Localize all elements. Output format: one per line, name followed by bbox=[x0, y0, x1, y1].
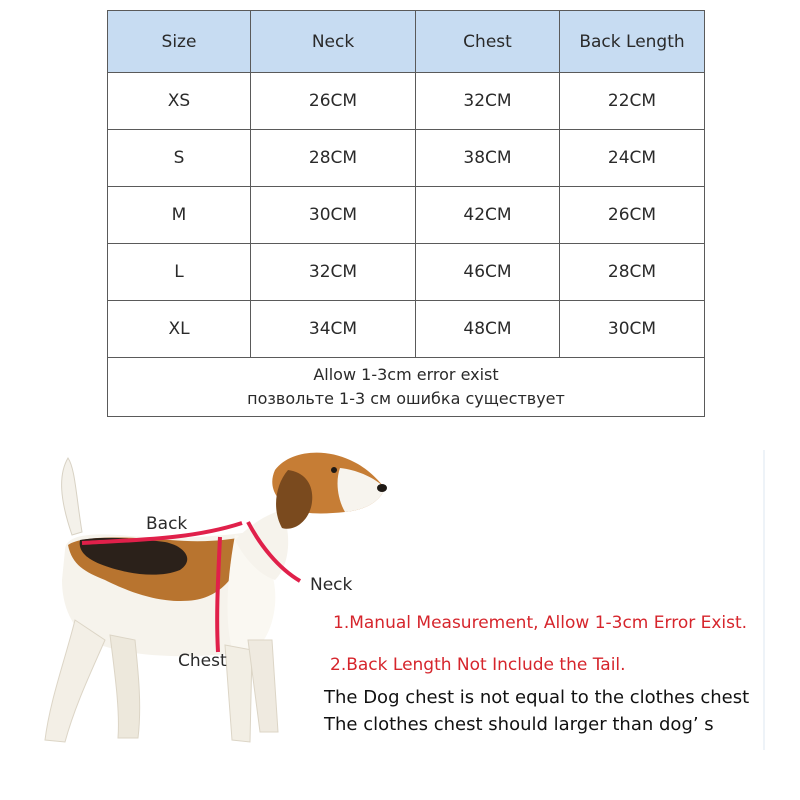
chest-cell: 48CM bbox=[416, 301, 560, 358]
neck-cell: 34CM bbox=[251, 301, 416, 358]
back-length-cell: 30CM bbox=[560, 301, 705, 358]
table-header-row bbox=[108, 11, 705, 73]
neck-cell: 32CM bbox=[251, 244, 416, 301]
chest-cell: 42CM bbox=[416, 187, 560, 244]
header-neck: Neck bbox=[251, 11, 416, 73]
instruction-1: 1.Manual Measurement, Allow 1-3cm Error Exist. bbox=[333, 613, 748, 633]
label-chest: Chest bbox=[178, 651, 227, 671]
back-length-cell: 26CM bbox=[560, 187, 705, 244]
header-size: Size bbox=[108, 11, 251, 73]
back-length-cell: 24CM bbox=[560, 130, 705, 187]
back-length-cell: 22CM bbox=[560, 73, 705, 130]
table-row bbox=[108, 187, 705, 244]
table-row bbox=[108, 73, 705, 130]
chest-cell: 38CM bbox=[416, 130, 560, 187]
dog-back-leg-left bbox=[45, 620, 105, 742]
table-note-row bbox=[108, 358, 705, 417]
neck-cell: 28CM bbox=[251, 130, 416, 187]
dog-nose bbox=[377, 484, 387, 492]
instruction-4: The clothes chest should larger than dog’ s bbox=[324, 714, 714, 735]
size-cell: XS bbox=[108, 73, 251, 130]
size-chart-table bbox=[107, 10, 705, 417]
note-english: Allow 1-3cm error exist bbox=[313, 365, 499, 384]
dog-front-leg-right bbox=[248, 640, 278, 732]
size-cell: M bbox=[108, 187, 251, 244]
table-row bbox=[108, 130, 705, 187]
header-chest: Chest bbox=[416, 11, 560, 73]
size-cell: S bbox=[108, 130, 251, 187]
dog-front-leg-left bbox=[225, 645, 252, 742]
table-row bbox=[108, 244, 705, 301]
instruction-2: 2.Back Length Not Include the Tail. bbox=[330, 655, 626, 675]
label-back: Back bbox=[146, 514, 188, 534]
dog-eye bbox=[331, 467, 337, 473]
label-neck: Neck bbox=[310, 575, 353, 595]
instruction-3: The Dog chest is not equal to the clothes chest bbox=[324, 687, 750, 708]
note-russian: позвольте 1-3 см ошибка существует bbox=[247, 389, 565, 408]
error-note bbox=[108, 358, 705, 417]
size-cell: XL bbox=[108, 301, 251, 358]
neck-cell: 30CM bbox=[251, 187, 416, 244]
header-back-length: Back Length bbox=[560, 11, 705, 73]
chest-cell: 46CM bbox=[416, 244, 560, 301]
table-row bbox=[108, 301, 705, 358]
size-cell: L bbox=[108, 244, 251, 301]
dog-tail bbox=[62, 458, 82, 535]
divider-line bbox=[763, 450, 765, 750]
neck-cell: 26CM bbox=[251, 73, 416, 130]
chest-cell: 32CM bbox=[416, 73, 560, 130]
dog-back-leg-right bbox=[110, 635, 140, 738]
back-length-cell: 28CM bbox=[560, 244, 705, 301]
